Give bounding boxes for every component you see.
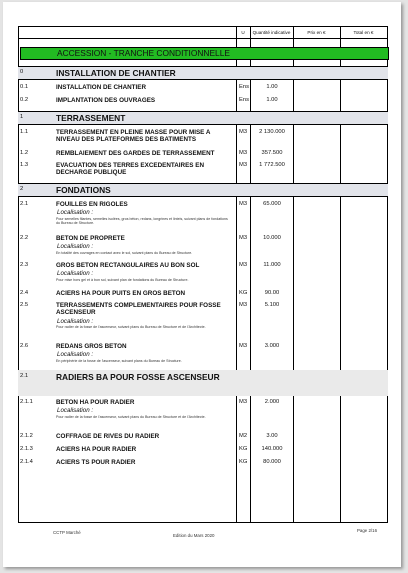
footer-document-name: CCTP Marché — [53, 530, 81, 535]
section-title: INSTALLATION DE CHANTIER — [56, 68, 176, 78]
section-number: 0 — [20, 69, 24, 75]
col-divider — [340, 26, 341, 522]
item-unit: M3 — [239, 162, 248, 168]
localisation-note: Pour mise hors gel et à bon sol, suivant plan de fondations du Bureau de Structure. — [56, 277, 189, 282]
item-quantity: 10.000 — [263, 235, 281, 241]
item-label — [56, 235, 231, 255]
localisation-label: Localisation : — [57, 351, 94, 359]
item-unit: M3 — [239, 302, 248, 308]
localisation-label: Localisation : — [57, 407, 94, 415]
item-label: ACIERS HA POUR PUITS EN GROS BETON — [56, 290, 186, 297]
item-unit: KG — [239, 290, 248, 296]
item-label — [56, 343, 231, 363]
item-number: 2.1.2 — [20, 433, 33, 439]
item-quantity: 1.00 — [266, 84, 278, 90]
item-label — [56, 262, 231, 282]
item-number: 2.4 — [20, 290, 29, 296]
col-divider — [236, 26, 237, 522]
section-number: 1 — [20, 114, 24, 120]
item-unit: KG — [239, 459, 248, 465]
localisation-label: Localisation : — [57, 243, 94, 251]
item-unit: M3 — [239, 262, 248, 268]
item-label: EVACUATION DES TERRES EXCEDENTAIRES EN DECHARGE PUBLIQUE — [56, 162, 204, 177]
footer-edition: Edition du Mars 2020 — [173, 533, 215, 538]
item-number: 2.3 — [20, 262, 29, 268]
item-unit: M3 — [239, 399, 248, 405]
item-unit: Ens — [239, 84, 249, 90]
item-number: 2.5 — [20, 302, 29, 308]
localisation-label: Localisation : — [57, 317, 94, 325]
item-label: ACIERS HA POUR RADIER — [56, 446, 137, 453]
item-label: REMBLAIEMENT DES GARDES DE TERRASSEMENT — [56, 150, 215, 157]
item-label: COFFRAGE DE RIVES DU RADIER — [56, 433, 160, 440]
item-number: 1.3 — [20, 162, 29, 168]
tranche-title-bar — [20, 47, 389, 60]
header-quantity: Quantité indicative — [252, 30, 291, 35]
item-number: 0.1 — [20, 84, 29, 90]
localisation-note: En totalité des ouvrages en contact avec le sol, suivant plans du Bureau de Structure. — [56, 250, 193, 255]
localisation-label: Localisation : — [57, 209, 94, 217]
item-unit: M3 — [239, 150, 248, 156]
item-label — [56, 399, 231, 419]
item-unit: M3 — [239, 343, 248, 349]
item-unit: M3 — [239, 201, 248, 207]
section-title: RADIERS BA POUR FOSSE ASCENSEUR — [56, 372, 220, 382]
price-table — [18, 26, 388, 523]
item-quantity: 1.00 — [266, 97, 278, 103]
item-title: GROS BETON RECTANGULAIRES AU BON SOL — [56, 262, 200, 269]
item-unit: M3 — [239, 129, 248, 135]
item-quantity: 1 772.500 — [259, 162, 285, 168]
localisation-label: Localisation : — [57, 270, 94, 278]
document-page — [3, 2, 401, 567]
item-title: TERRASSEMENTS COMPLEMENTAIRES POUR FOSSE ASCENSEUR — [56, 302, 221, 317]
item-quantity: 5.100 — [264, 302, 280, 308]
item-title: FOUILLES EN RIGOLES — [56, 201, 128, 208]
item-unit: KG — [239, 446, 248, 452]
item-quantity: 80.000 — [263, 459, 281, 465]
item-number: 1.1 — [20, 129, 29, 135]
localisation-note: Pour semelles filantes, semelles isolées, gros béton, redans, longrines et linteis, suivant plans de fondations du Bureau de Structure. — [56, 216, 228, 226]
item-quantity: 90.00 — [264, 290, 280, 296]
footer-page-number: Page 2/16 — [357, 528, 378, 533]
item-label: IMPLANTATION DES OUVRAGES — [56, 97, 156, 104]
item-number: 2.2 — [20, 235, 29, 241]
section-number: 2 — [20, 186, 24, 192]
header-price: Prix en € — [307, 30, 326, 35]
section-row — [18, 111, 388, 125]
item-quantity: 140.000 — [261, 446, 283, 452]
col-divider — [250, 26, 251, 522]
section-title: TERRASSEMENT — [56, 113, 126, 123]
item-label — [56, 302, 231, 330]
col-divider — [293, 26, 294, 522]
table-border-left — [18, 26, 19, 522]
section-number: 2.1 — [20, 373, 29, 379]
item-number: 2.6 — [20, 343, 29, 349]
item-title: BETON HA POUR RADIER — [56, 399, 135, 406]
item-unit: M3 — [239, 235, 248, 241]
item-quantity: 2 130.000 — [259, 129, 285, 135]
section-row — [18, 66, 388, 80]
item-label: INSTALLATION DE CHANTIER — [56, 84, 147, 91]
item-quantity: 2.000 — [264, 399, 280, 405]
localisation-note: Pour radier de la fosse de l'ascenseur, suivant plans du Bureau de Structure et de l'Architecte. — [56, 325, 206, 330]
item-number: 2.1 — [20, 201, 29, 207]
item-label: ACIERS TS POUR RADIER — [56, 459, 136, 466]
table-border-right — [387, 26, 388, 522]
item-title: REDANS GROS BETON — [56, 343, 127, 350]
item-quantity: 357.500 — [261, 150, 283, 156]
item-quantity: 3.000 — [264, 343, 280, 349]
item-unit: M2 — [239, 433, 248, 439]
item-number: 2.1.4 — [20, 459, 33, 465]
section-row — [18, 183, 388, 197]
item-label: TERRASSEMENT EN PLEINE MASSE POUR MISE A NIVEAU DES PLATEFORMES DES BATIMENTS — [56, 129, 211, 144]
item-title: BETON DE PROPRETE — [56, 235, 125, 242]
item-quantity: 11.000 — [263, 262, 281, 268]
section-title: FONDATIONS — [56, 185, 111, 195]
tranche-title: ACCESSION - TRANCHE CONDITIONNELLE — [57, 48, 230, 58]
localisation-note: En périphérie de la fosse de l'ascenseur, suivant plans du Bureau de Structure. — [56, 358, 182, 363]
item-number: 2.1.1 — [20, 399, 33, 405]
item-quantity: 65.000 — [263, 201, 281, 207]
item-number: 0.2 — [20, 97, 29, 103]
header-total: Total en € — [353, 30, 374, 35]
header-unit: U — [241, 30, 245, 35]
item-quantity: 3.00 — [266, 433, 278, 439]
subsection-row — [18, 370, 388, 396]
table-header — [18, 26, 388, 39]
item-number: 2.1.3 — [20, 446, 33, 452]
item-label — [56, 201, 231, 226]
item-number: 1.2 — [20, 150, 29, 156]
localisation-note: Pour radier de la fosse de l'ascenseur, suivant plans du Bureau de Structure et de l'Architecte. — [56, 414, 206, 419]
item-unit: Ens — [239, 97, 249, 103]
